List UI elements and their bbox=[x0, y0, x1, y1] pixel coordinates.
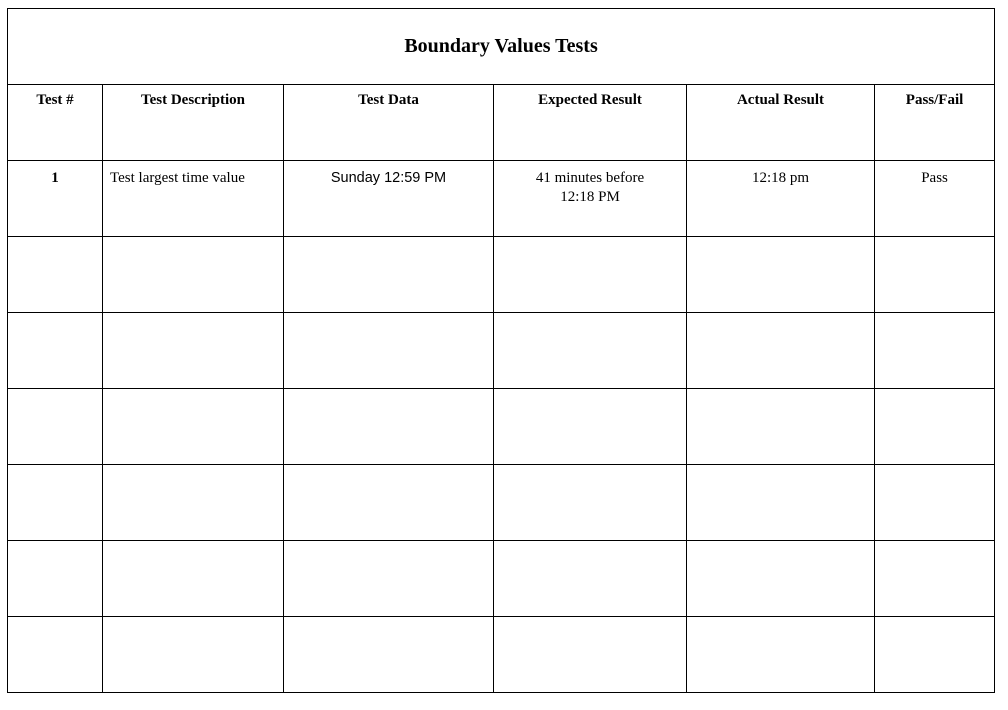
empty-cell bbox=[687, 617, 875, 693]
empty-cell bbox=[875, 313, 995, 389]
empty-cell bbox=[8, 313, 103, 389]
empty-cell bbox=[875, 237, 995, 313]
empty-cell bbox=[875, 465, 995, 541]
empty-cell bbox=[875, 617, 995, 693]
empty-cell bbox=[8, 389, 103, 465]
header-row bbox=[8, 85, 995, 161]
empty-cell bbox=[494, 313, 687, 389]
empty-cell bbox=[8, 237, 103, 313]
table-row bbox=[8, 465, 995, 541]
table-row bbox=[8, 541, 995, 617]
empty-cell bbox=[494, 617, 687, 693]
column-header-test-description: Test Description bbox=[103, 85, 284, 161]
empty-cell bbox=[687, 237, 875, 313]
empty-cell bbox=[8, 465, 103, 541]
cell-expected-result bbox=[494, 161, 687, 237]
empty-cell bbox=[8, 617, 103, 693]
empty-cell bbox=[103, 541, 284, 617]
empty-cell bbox=[103, 237, 284, 313]
empty-cell bbox=[494, 389, 687, 465]
empty-cell bbox=[284, 237, 494, 313]
table-row bbox=[8, 389, 995, 465]
expected-result-line-1: 41 minutes before bbox=[535, 170, 645, 186]
table-row bbox=[8, 617, 995, 693]
column-header-actual-result: Actual Result bbox=[687, 85, 875, 161]
cell-actual-result: 12:18 pm bbox=[687, 161, 875, 237]
empty-cell bbox=[284, 465, 494, 541]
empty-cell bbox=[103, 389, 284, 465]
empty-cell bbox=[494, 465, 687, 541]
empty-cell bbox=[103, 313, 284, 389]
column-header-test-data: Test Data bbox=[284, 85, 494, 161]
empty-cell bbox=[103, 617, 284, 693]
empty-cell bbox=[8, 541, 103, 617]
column-header-pass-fail: Pass/Fail bbox=[875, 85, 995, 161]
table-row bbox=[8, 161, 995, 237]
empty-cell bbox=[875, 389, 995, 465]
column-header-expected-result: Expected Result bbox=[494, 85, 687, 161]
empty-cell bbox=[284, 541, 494, 617]
cell-test-data: Sunday 12:59 PM bbox=[284, 161, 494, 237]
empty-cell bbox=[687, 541, 875, 617]
empty-cell bbox=[284, 313, 494, 389]
empty-cell bbox=[494, 541, 687, 617]
table-row bbox=[8, 313, 995, 389]
empty-cell bbox=[687, 465, 875, 541]
cell-test-description: Test largest time value bbox=[103, 161, 284, 237]
table-row bbox=[8, 237, 995, 313]
empty-cell bbox=[284, 389, 494, 465]
empty-cell bbox=[494, 237, 687, 313]
empty-cell bbox=[875, 541, 995, 617]
cell-pass-fail: Pass bbox=[875, 161, 995, 237]
cell-test-number: 1 bbox=[8, 161, 103, 237]
empty-cell bbox=[687, 313, 875, 389]
empty-cell bbox=[103, 465, 284, 541]
table-title: Boundary Values Tests bbox=[8, 9, 995, 85]
expected-result-line-2: 12:18 PM bbox=[560, 189, 620, 205]
boundary-tests-table bbox=[7, 8, 995, 693]
title-row bbox=[8, 9, 995, 85]
boundary-tests-sheet bbox=[7, 8, 994, 692]
empty-cell bbox=[687, 389, 875, 465]
column-header-test-number: Test # bbox=[8, 85, 103, 161]
empty-rows bbox=[8, 237, 995, 693]
empty-cell bbox=[284, 617, 494, 693]
